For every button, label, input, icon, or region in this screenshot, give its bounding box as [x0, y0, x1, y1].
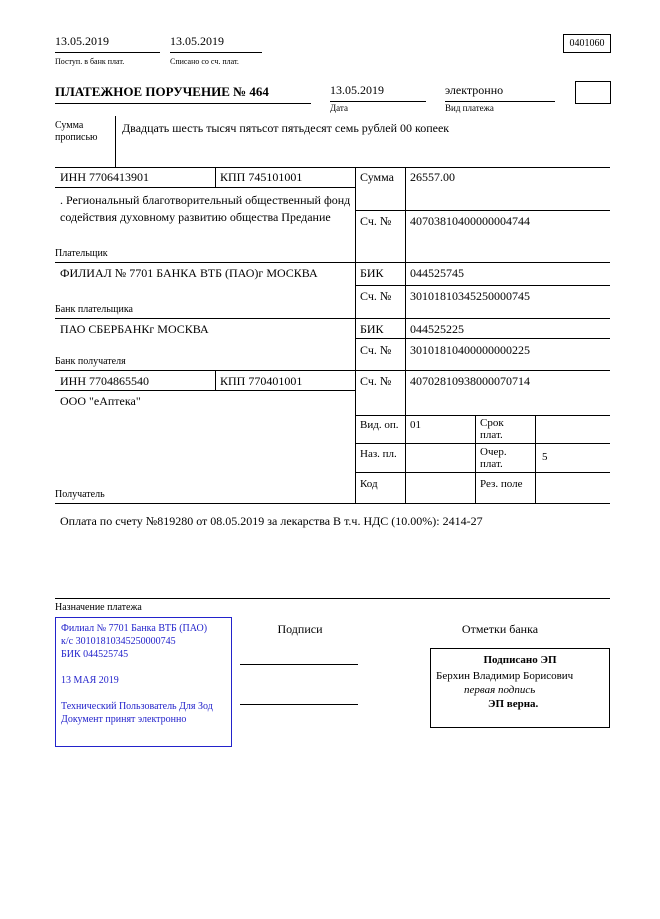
- bank-stamp: [55, 617, 232, 747]
- payee-bank-account-label: Сч. №: [360, 343, 392, 357]
- table-line: [215, 167, 216, 187]
- document-title: ПЛАТЕЖНОЕ ПОРУЧЕНИЕ № 464: [55, 84, 311, 104]
- table-line: [55, 167, 610, 168]
- received-date-label: Поступ. в банк плат.: [55, 57, 125, 66]
- bank-stamp-line: 13 МАЯ 2019: [61, 675, 119, 686]
- payer-account: 40703810400000004744: [410, 214, 530, 228]
- payer-inn: ИНН 7706413901: [60, 170, 149, 184]
- table-line: [405, 167, 406, 503]
- table-line: [55, 262, 610, 263]
- status-field-box: [575, 81, 611, 104]
- payment-kind-label: Вид платежа: [445, 103, 494, 113]
- payment-purpose: Оплата по счету №819280 от 08.05.2019 за лекарства В т.ч. НДС (10.00%): 2414-27: [60, 514, 483, 528]
- amount-words: Двадцать шесть тысяч пятьсот пятьдесят семь рублей 00 копеек: [122, 121, 450, 135]
- bank-stamp-line: к/с 30101810345250000745: [61, 636, 176, 647]
- ocher-plat-value: 5: [542, 451, 548, 463]
- payer-bank-name: ФИЛИАЛ № 7701 БАНКА ВТБ (ПАО)г МОСКВА: [60, 266, 318, 280]
- payment-kind-field: электронно: [445, 83, 555, 102]
- table-line: [215, 370, 216, 390]
- esign-role: первая подпись: [464, 684, 536, 696]
- payee-bank-bik: 044525225: [410, 322, 464, 336]
- sum-value: 26557.00: [410, 170, 455, 184]
- ocher-plat-label: Очер. плат.: [480, 446, 507, 470]
- esign-title: Подписано ЭП: [483, 654, 557, 666]
- payer-bank-account-label: Сч. №: [360, 289, 392, 303]
- payee-bank-name: ПАО СБЕРБАНКг МОСКВА: [60, 322, 209, 336]
- bank-stamp-line: БИК 044525745: [61, 649, 129, 660]
- payee-inn: ИНН 7704865540: [60, 374, 149, 388]
- bank-stamp-line: Технический Пользователь Для Зод: [61, 701, 213, 712]
- bank-stamp-line: [61, 661, 226, 674]
- payee-account-label: Сч. №: [360, 374, 392, 388]
- table-line: [55, 187, 355, 188]
- esign-status: ЭП верна.: [488, 698, 539, 710]
- table-line: [55, 390, 355, 391]
- received-date-field: 13.05.2019: [55, 34, 160, 53]
- payment-purpose-label: Назначение платежа: [55, 602, 142, 613]
- esign-box: [430, 648, 610, 728]
- table-line: [355, 472, 610, 473]
- table-line: [355, 167, 356, 503]
- bank-marks-heading: Отметки банка: [461, 622, 539, 636]
- table-line: [355, 415, 610, 416]
- payee-name: ООО "еАптека": [60, 394, 141, 408]
- table-line: [535, 415, 536, 503]
- document-date-label: Дата: [330, 103, 348, 113]
- payer-account-label: Сч. №: [360, 214, 392, 228]
- esign-name: Берхин Владимир Борисович: [436, 670, 574, 682]
- bank-stamp-line: [61, 687, 226, 700]
- table-line: [355, 338, 610, 339]
- rez-pole-label: Рез. поле: [480, 478, 523, 490]
- payee-bank-account: 30101810400000000225: [410, 343, 530, 357]
- vid-op-value: 01: [410, 419, 421, 431]
- table-line: [55, 503, 610, 504]
- table-line: [355, 285, 610, 286]
- payer-name: . Региональный благотворительный общественный фонд содействия духовному развитию общества Предание: [60, 193, 351, 224]
- payee-bank-bik-label: БИК: [360, 322, 384, 336]
- bank-stamp-line: Филиал № 7701 Банка ВТБ (ПАО): [61, 623, 208, 634]
- signatures-heading: Подписи: [277, 622, 323, 636]
- payer-kpp: КПП 745101001: [220, 170, 303, 184]
- payee-bank-section-label: Банк получателя: [55, 356, 126, 367]
- payer-bank-bik-label: БИК: [360, 266, 384, 280]
- table-line: [355, 210, 610, 211]
- amount-divider: [115, 116, 116, 167]
- table-line: [475, 415, 476, 503]
- payer-section-label: Плательщик: [55, 248, 108, 259]
- table-line: [55, 598, 610, 599]
- debited-date-label: Списано со сч. плат.: [170, 57, 239, 66]
- srok-plat-label: Срок плат.: [480, 417, 504, 441]
- naz-pl-label: Наз. пл.: [360, 448, 397, 460]
- sum-label: Сумма: [360, 170, 394, 184]
- vid-op-label: Вид. оп.: [360, 419, 399, 431]
- payee-section-label: Получатель: [55, 489, 105, 500]
- table-line: [55, 370, 610, 371]
- debited-date-field: 13.05.2019: [170, 34, 262, 53]
- bank-stamp-line: Документ принят электронно: [61, 714, 187, 725]
- table-line: [55, 318, 610, 319]
- payer-bank-bik: 044525745: [410, 266, 464, 280]
- signature-line: [240, 704, 358, 705]
- document-date-field: 13.05.2019: [330, 83, 426, 102]
- payee-account: 40702810938000070714: [410, 374, 530, 388]
- table-line: [355, 443, 610, 444]
- form-code-box: 0401060: [563, 34, 611, 53]
- kod-label: Код: [360, 478, 378, 490]
- signature-line: [240, 664, 358, 665]
- payee-kpp: КПП 770401001: [220, 374, 303, 388]
- payer-bank-section-label: Банк плательщика: [55, 304, 133, 315]
- payer-bank-account: 30101810345250000745: [410, 289, 530, 303]
- amount-words-label: Сумма прописью: [55, 120, 98, 143]
